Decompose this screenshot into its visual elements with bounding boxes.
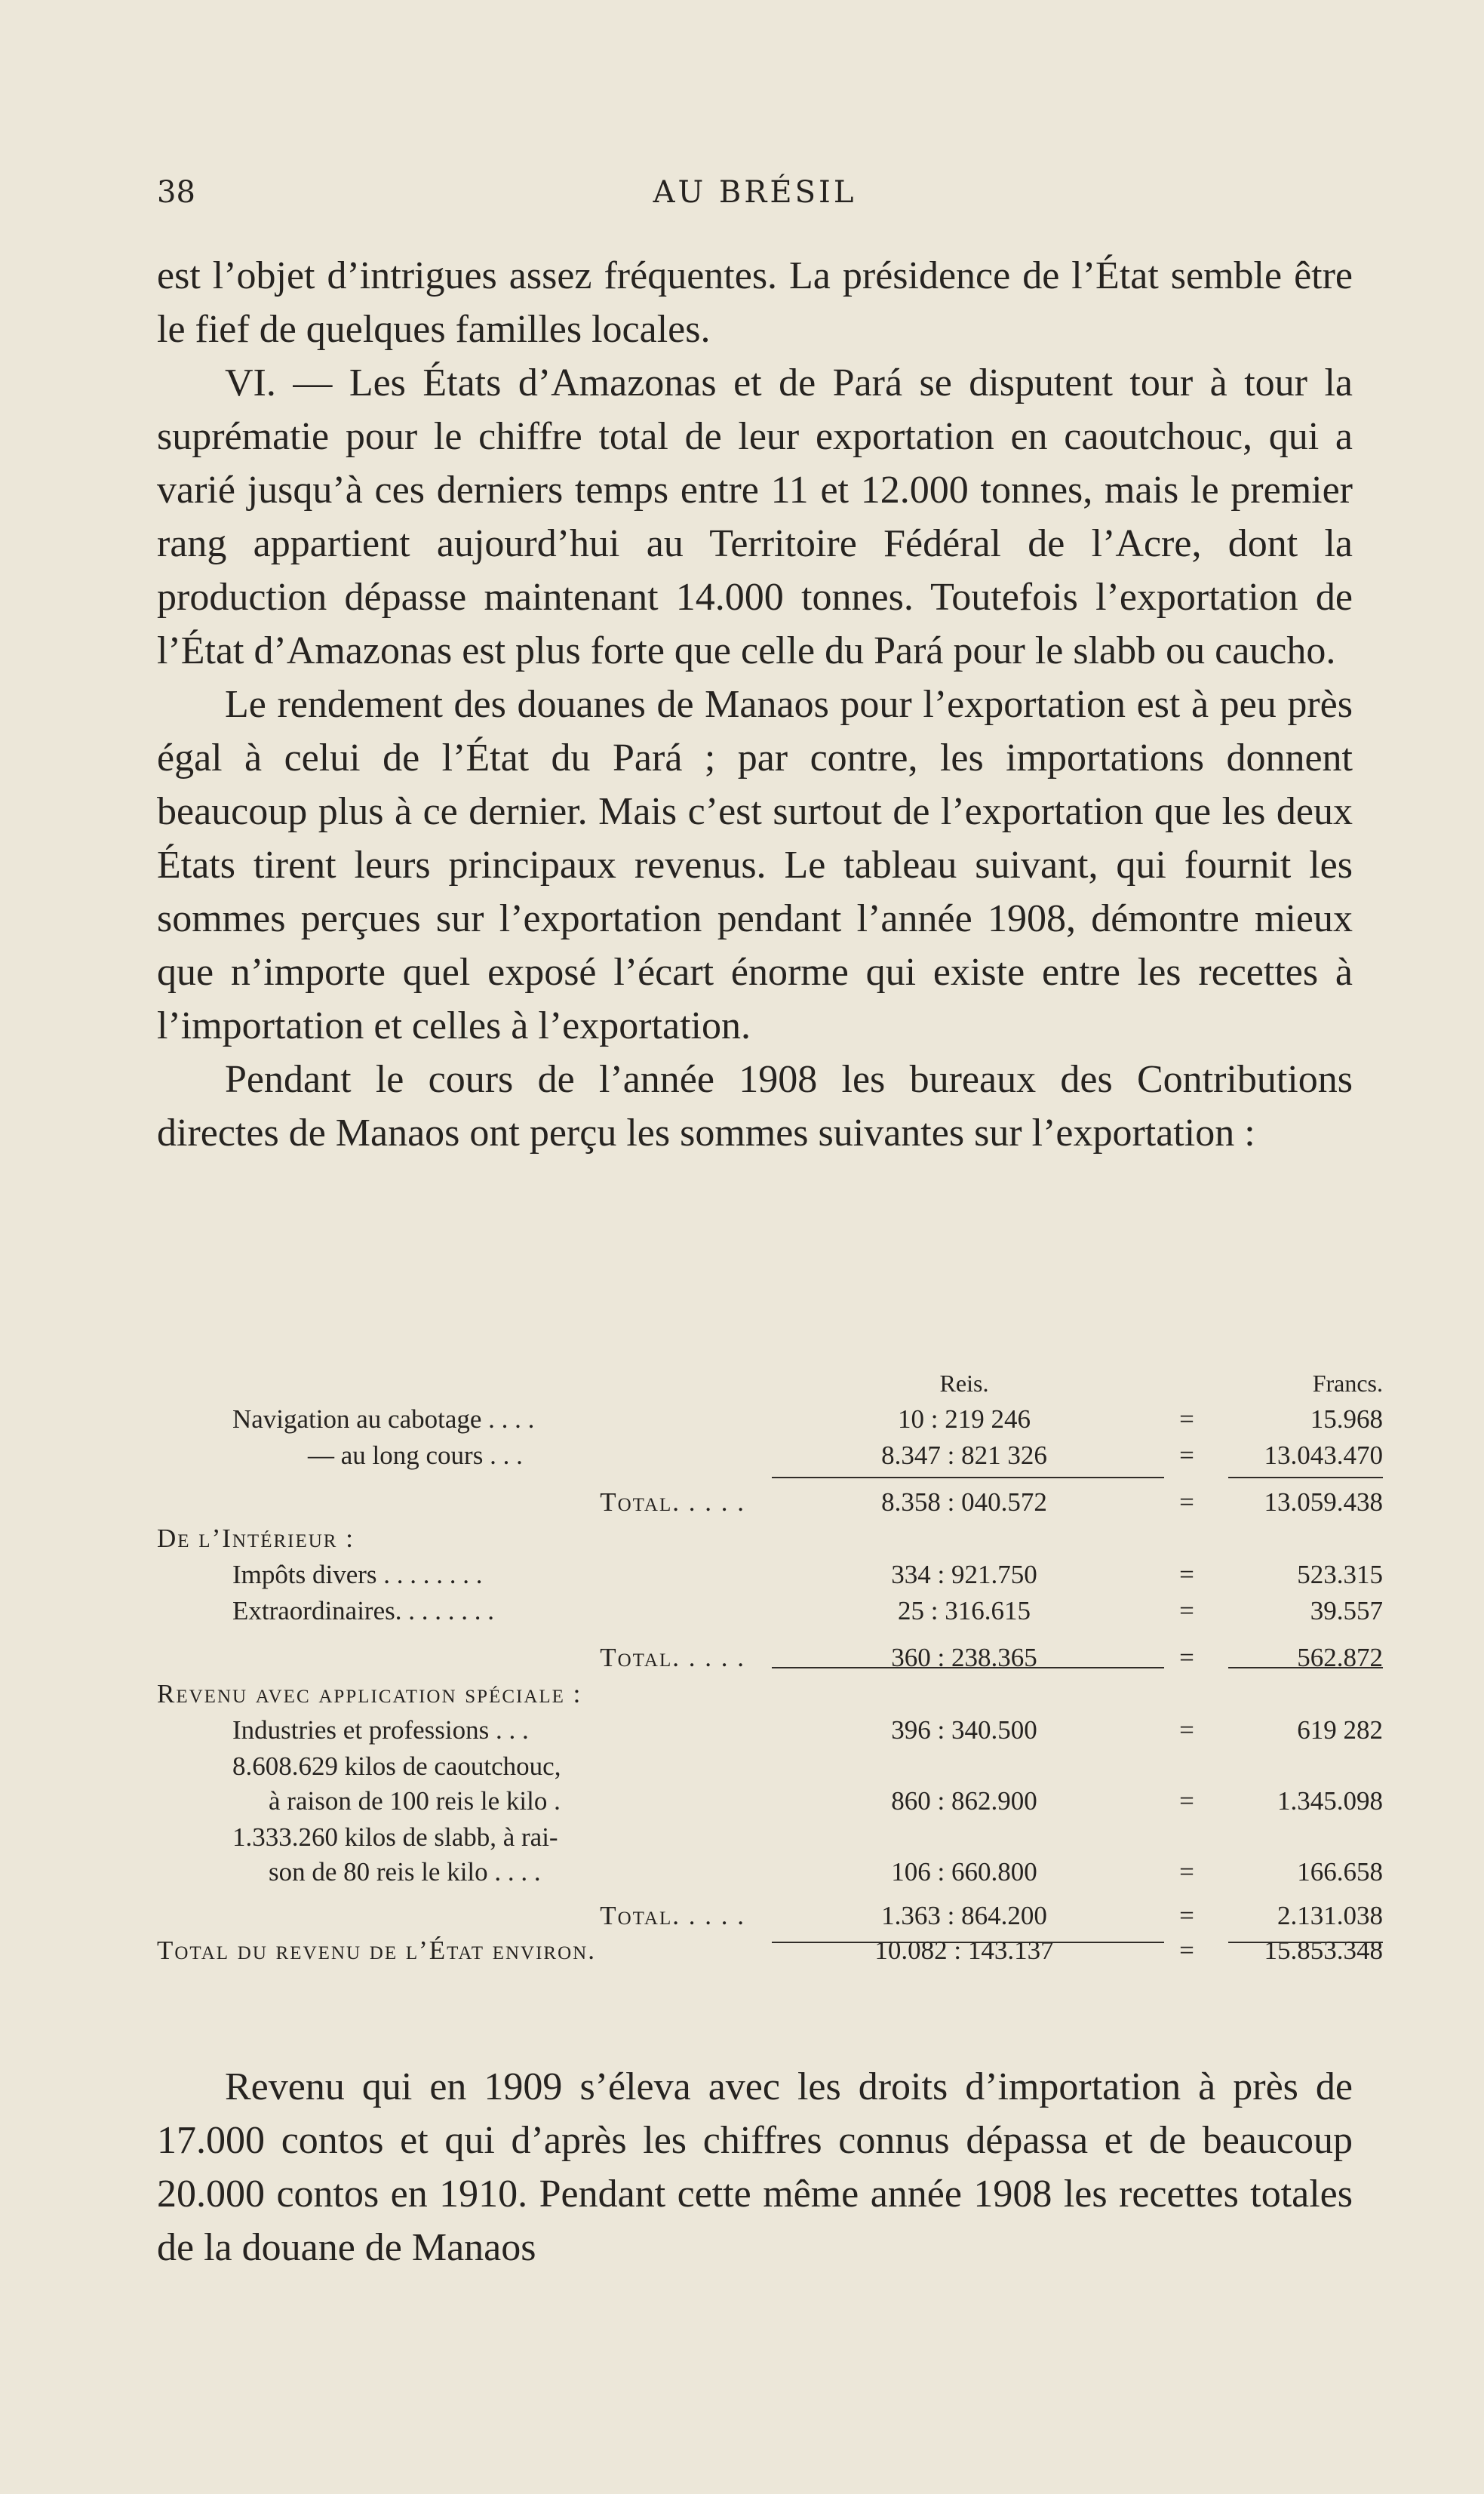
equals-sign: = xyxy=(1179,1715,1194,1745)
francs-value: 523.315 xyxy=(1297,1560,1383,1589)
reis-value: 8.347 : 821 326 xyxy=(881,1441,1047,1470)
total-label: Total. . . . . xyxy=(600,1487,745,1517)
table-total-row xyxy=(157,1893,1383,1936)
body-text-top xyxy=(157,249,1353,1160)
table-row xyxy=(157,1822,1364,1857)
page-number: 38 xyxy=(157,175,195,210)
section-heading-row xyxy=(157,1679,1364,1715)
subtotal-rule-francs xyxy=(1228,1667,1383,1668)
equals-sign: = xyxy=(1179,1487,1194,1517)
francs-value: 562.872 xyxy=(1297,1643,1383,1672)
reis-value: 334 : 921.750 xyxy=(891,1560,1037,1589)
table-row xyxy=(157,1441,1383,1477)
reis-value: 396 : 340.500 xyxy=(891,1715,1037,1745)
reis-value: 1.363 : 864.200 xyxy=(881,1901,1047,1930)
equals-sign: = xyxy=(1179,1786,1194,1816)
paragraph: Pendant le cours de l’année 1908 les bureaux des Contributions directes de Manaos ont perçu les sommes suivantes sur l’exportation : xyxy=(157,1058,1353,1155)
subtotal-rule-reis xyxy=(772,1667,1164,1668)
reis-value: 360 : 238.365 xyxy=(891,1643,1037,1672)
equals-sign: = xyxy=(1179,1596,1194,1625)
row-label: Navigation au cabotage . . . . xyxy=(232,1404,535,1434)
row-label: 8.608.629 kilos de caoutchouc, xyxy=(232,1751,561,1781)
table-row xyxy=(157,1560,1383,1596)
francs-value: 2.131.038 xyxy=(1277,1901,1383,1930)
reis-value: 106 : 660.800 xyxy=(891,1857,1037,1887)
row-label: 1.333.260 kilos de slabb, à rai- xyxy=(232,1822,558,1852)
page-header xyxy=(157,175,1353,220)
row-label: Industries et professions . . . xyxy=(232,1715,529,1745)
equals-sign: = xyxy=(1179,1936,1194,1965)
francs-value: 619 282 xyxy=(1297,1715,1383,1745)
table-total-row xyxy=(157,1477,1383,1524)
francs-value: 166.658 xyxy=(1297,1857,1383,1887)
equals-sign: = xyxy=(1179,1441,1194,1470)
column-header-francs: Francs. xyxy=(1312,1370,1383,1397)
grand-total-label: Total du revenu de l’État environ. xyxy=(157,1936,596,1965)
reis-value: 8.358 : 040.572 xyxy=(881,1487,1047,1517)
francs-value: 13.059.438 xyxy=(1264,1487,1383,1517)
table-header-row xyxy=(157,1370,1383,1404)
francs-value: 15.968 xyxy=(1310,1404,1383,1434)
francs-value: 13.043.470 xyxy=(1264,1441,1383,1470)
table-row xyxy=(157,1786,1383,1822)
revenue-table xyxy=(157,1370,1383,1972)
body-text-bottom xyxy=(157,2060,1353,2274)
subtotal-rule-francs xyxy=(1228,1477,1383,1478)
paragraph: VI. — Les États d’Amazonas et de Pará se disputent tour à tour la suprématie pour le chiffre total de leur exportation en caoutchouc, qui a varié jusqu’à ces derniers temps entre 11 et 12.000 tonnes, mais le premier rang appartient aujourd’hui au Territoire Fédéral de l’Acre, dont la production dépasse maintenant 14.000 tonnes. Toutefois l’exportation de l’État d’Amazonas est plus forte que celle du Pará pour le slabb ou caucho. xyxy=(157,361,1353,672)
paragraph: Revenu qui en 1909 s’éleva avec les droits d’importation à près de 17.000 contos et qui d’après les chiffres connus dépassa et de beaucoup 20.000 contos en 1910. Pendant cette même année 1908 les recettes totales de la douane de Manaos xyxy=(157,2065,1353,2269)
equals-sign: = xyxy=(1179,1560,1194,1589)
row-label: Extraordinaires. . . . . . . . xyxy=(232,1596,494,1625)
equals-sign: = xyxy=(1179,1901,1194,1930)
total-label: Total. . . . . xyxy=(600,1643,745,1672)
row-label: — au long cours . . . xyxy=(308,1441,523,1470)
table-row xyxy=(157,1715,1383,1751)
table-row xyxy=(157,1596,1383,1632)
reis-value: 10 : 219 246 xyxy=(898,1404,1031,1434)
row-label: son de 80 reis le kilo . . . . xyxy=(269,1857,541,1887)
column-header-reis: Reis. xyxy=(939,1370,989,1397)
table-grand-total-row xyxy=(157,1936,1383,1972)
subtotal-rule-reis xyxy=(772,1477,1164,1478)
table-row xyxy=(157,1404,1383,1441)
table-row xyxy=(157,1857,1383,1893)
equals-sign: = xyxy=(1179,1857,1194,1887)
reis-value: 860 : 862.900 xyxy=(891,1786,1037,1816)
francs-value: 1.345.098 xyxy=(1277,1786,1383,1816)
section-heading: De l’Intérieur : xyxy=(157,1524,355,1553)
table-total-row xyxy=(157,1632,1383,1679)
paragraph: est l’objet d’intrigues assez fréquentes. La présidence de l’État semble être le fief de quelques familles locales. xyxy=(157,254,1353,351)
row-label: à raison de 100 reis le kilo . xyxy=(269,1786,561,1816)
subtotal-rule-reis xyxy=(772,1942,1164,1943)
subtotal-rule-francs xyxy=(1228,1942,1383,1943)
row-label: Impôts divers . . . . . . . . xyxy=(232,1560,483,1589)
francs-value: 39.557 xyxy=(1310,1596,1383,1625)
table-row xyxy=(157,1751,1364,1786)
equals-sign: = xyxy=(1179,1404,1194,1434)
paragraph: Le rendement des douanes de Manaos pour l’exportation est à peu près égal à celui de l’État du Pará ; par contre, les importations donnent beaucoup plus à ce dernier. Mais c’est surtout de l’exportation que les deux États tirent leurs principaux revenus. Le tableau suivant, qui fournit les sommes perçues sur l’exportation pendant l’année 1908, démontre mieux que n’importe quel exposé l’écart énorme qui existe entre les recettes à l’importation et celles à l’exportation. xyxy=(157,683,1353,1047)
total-label: Total. . . . . xyxy=(600,1901,745,1930)
francs-value: 15.853.348 xyxy=(1264,1936,1383,1965)
section-heading-row xyxy=(157,1524,1364,1560)
reis-value: 25 : 316.615 xyxy=(898,1596,1031,1625)
equals-sign: = xyxy=(1179,1643,1194,1672)
section-heading: Revenu avec application spéciale : xyxy=(157,1679,582,1708)
running-title: AU BRÉSIL xyxy=(653,175,857,210)
reis-value: 10.082 : 143.137 xyxy=(874,1936,1054,1965)
